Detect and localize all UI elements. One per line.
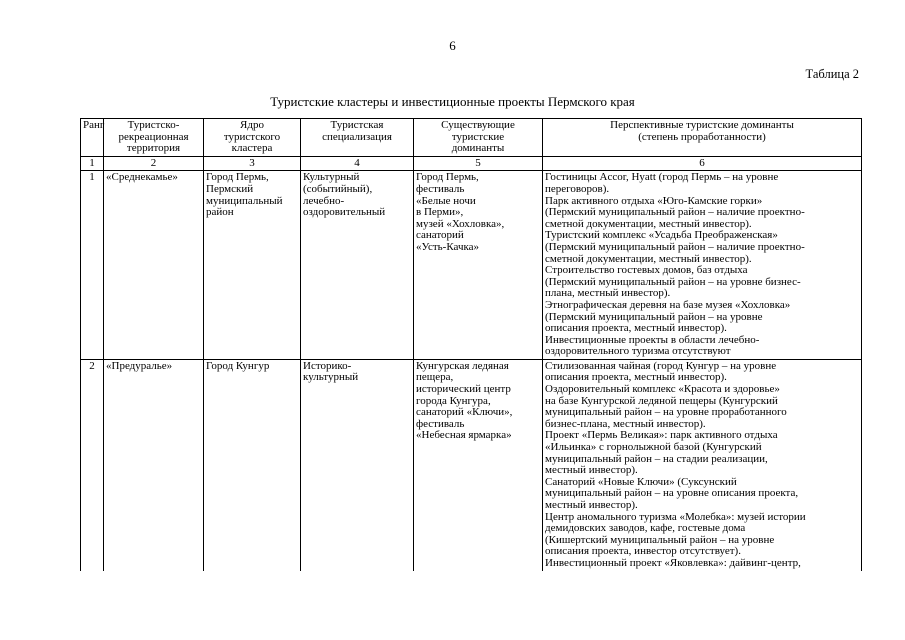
column-number: 3 <box>204 156 301 171</box>
header-row <box>81 119 862 157</box>
table-row <box>81 359 862 570</box>
header-prospective-dominants: Перспективные туристские доминанты (степень проработанности) <box>543 119 862 157</box>
column-number: 2 <box>104 156 204 171</box>
existing-dominants-cell: Кунгурская ледяная пещера, исторический центр города Кунгура, санаторий «Ключи», фестиваль «Небесная ярмарка» <box>414 359 543 570</box>
specialization-cell: Историко- культурный <box>301 359 414 570</box>
header-specialization: Туристская специализация <box>301 119 414 157</box>
existing-dominants-cell: Город Пермь, фестиваль «Белые ночи в Перми», музей «Хохловка», санаторий «Усть-Качка» <box>414 171 543 360</box>
clusters-table <box>80 118 862 571</box>
rank-cell: 2 <box>81 359 104 570</box>
rank-cell: 1 <box>81 171 104 360</box>
document-title: Туристские кластеры и инвестиционные проекты Пермского края <box>270 94 635 109</box>
core-cell: Город Кунгур <box>204 359 301 570</box>
table-row <box>81 171 862 360</box>
prospective-dominants-cell: Стилизованная чайная (город Кунгур – на уровне описания проекта, местный инвестор). Оздоровительный комплекс «Красота и здоровье» на базе Кунгурской ледяной пещеры (Кунгурский муниципальный район – на уровне проработанного бизнес-плана, местный инвестор). Проект «Пермь Великая»: парк активного отдыха «Ильинка» с горнолыжной базой (Кунгурский муниципальный район – на стадии реализации, местный инвестор). Санаторий «Новые Ключи» (Суксунский муниципальный район – на уровне описания проекта, местный инвестор). Центр аномального туризма «Молебка»: музей истории демидовских заводов, кафе, гостевые дома (Кишертский муниципальный район – на уровне описания проекта, инвестор отсутствует). Инвестиционный проект «Яковлевка»: дайвинг-центр, <box>543 359 862 570</box>
prospective-dominants-cell: Гостиницы Accor, Hyatt (город Пермь – на уровне переговоров). Парк активного отдыха «Юго-Камские горки» (Пермский муниципальный район – наличие проектно- сметной документации, местный инвестор). Туристский комплекс «Усадьба Преображенская» (Пермский муниципальный район – наличие проектно- сметной документации, местный инвестор). Строительство гостевых домов, баз отдыха (Пермский муниципальный район – на уровне бизнес- плана, местный инвестор). Этнографическая деревня на базе музея «Хохловка» (Пермский муниципальный район – на уровне описания проекта, местный инвестор). Инвестиционные проекты в области лечебно- оздоровительного туризма отсутствуют <box>543 171 862 360</box>
column-number: 5 <box>414 156 543 171</box>
header-cluster-core: Ядро туристского кластера <box>204 119 301 157</box>
column-number: 4 <box>301 156 414 171</box>
page-number: 6 <box>449 38 456 53</box>
column-number: 1 <box>81 156 104 171</box>
territory-cell: «Среднекамье» <box>104 171 204 360</box>
header-rank: Ранг <box>81 119 104 157</box>
table-label: Таблица 2 <box>805 67 859 81</box>
header-territory: Туристско- рекреационная территория <box>104 119 204 157</box>
column-number: 6 <box>543 156 862 171</box>
core-cell: Город Пермь, Пермский муниципальный район <box>204 171 301 360</box>
header-existing-dominants: Существующие туристские доминанты <box>414 119 543 157</box>
specialization-cell: Культурный (событийный), лечебно- оздоровительный <box>301 171 414 360</box>
territory-cell: «Предуралье» <box>104 359 204 570</box>
column-number-row <box>81 156 862 171</box>
